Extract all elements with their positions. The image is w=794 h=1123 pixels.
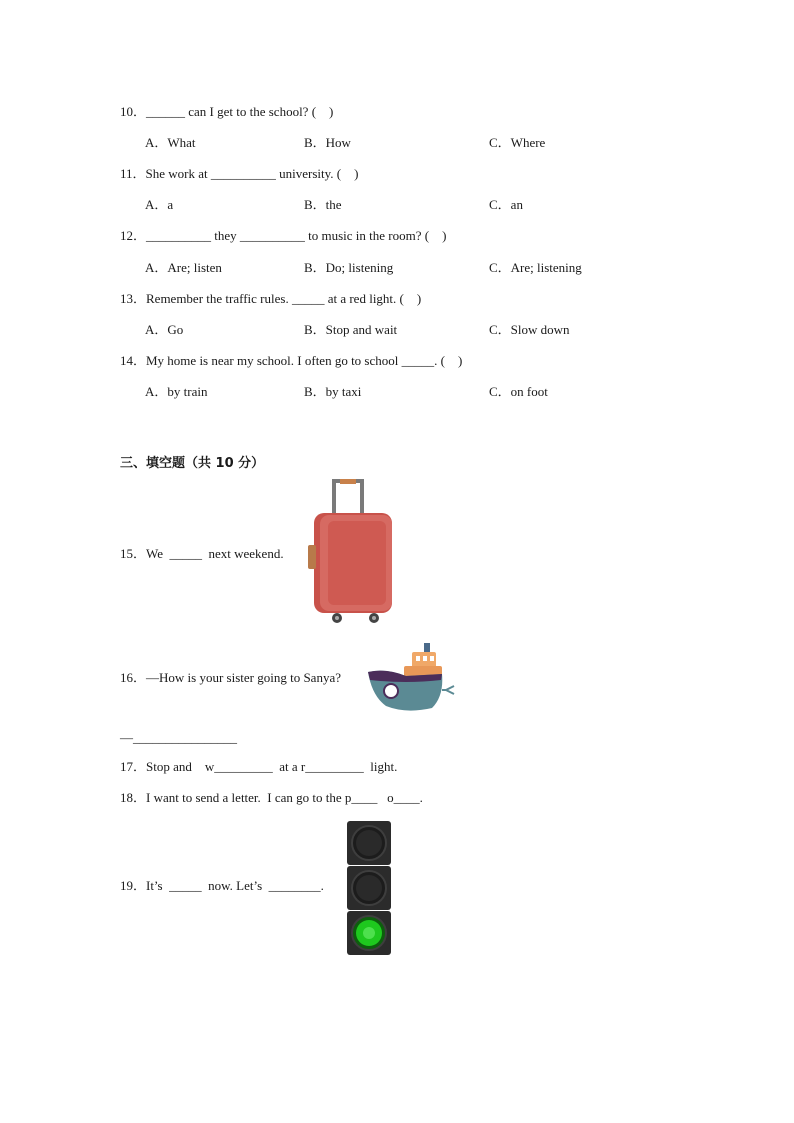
ship-icon — [366, 640, 458, 718]
option-b: B．by taxi — [304, 384, 362, 399]
option-a: A．What — [145, 135, 196, 150]
option-a: A．Go — [145, 322, 184, 337]
question-stem: 14．My home is near my school. I often go to school _____. ( ) — [120, 353, 463, 368]
question-18: 18．I want to send a letter. I can go to the p____ o____. — [120, 790, 423, 805]
question-stem: 10．______ can I get to the school? ( ) — [120, 104, 334, 119]
option-c: C．Are; listening — [489, 260, 582, 275]
question-stem: 11．She work at __________ university. ( ) — [120, 166, 359, 181]
option-c: C．an — [489, 197, 523, 212]
option-b: B．How — [304, 135, 351, 150]
question-19: 19．It’s _____ now. Let’s ________. — [120, 878, 324, 893]
option-b: B．the — [304, 197, 342, 212]
option-b: B．Do; listening — [304, 260, 394, 275]
suitcase-icon — [302, 477, 398, 627]
option-a: A．Are; listen — [145, 260, 222, 275]
option-a: A．by train — [145, 384, 208, 399]
option-c: C．on foot — [489, 384, 548, 399]
option-a: A．a — [145, 197, 174, 212]
question-17: 17．Stop and w_________ at a r_________ light. — [120, 759, 398, 774]
option-b: B．Stop and wait — [304, 322, 398, 337]
question-stem: 13．Remember the traffic rules. _____ at a red light. ( ) — [120, 291, 422, 306]
question-stem: 12．__________ they __________ to music in the room? ( ) — [120, 228, 447, 243]
question-16-answer-line: —________________ — [120, 730, 237, 745]
option-c: C．Slow down — [489, 322, 570, 337]
option-c: C．Where — [489, 135, 546, 150]
section-heading: 三、填空题（共 10 分） — [120, 456, 265, 471]
traffic-light-icon — [346, 820, 392, 956]
question-15: 15．We _____ next weekend. — [120, 546, 284, 561]
question-16: 16．—How is your sister going to Sanya? — [120, 670, 341, 685]
